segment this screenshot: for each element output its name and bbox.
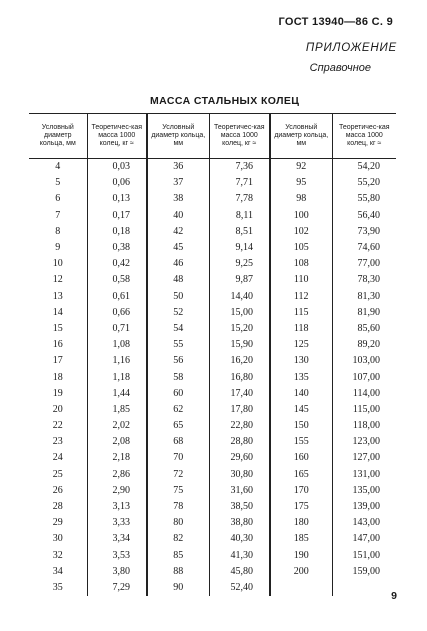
- mass-cell: 3,80: [87, 564, 147, 580]
- diameter-cell: 160: [270, 450, 332, 466]
- ring-mass-table: [29, 113, 396, 596]
- diameter-cell: 110: [270, 272, 332, 288]
- mass-cell: 16,20: [209, 353, 270, 369]
- table-row: [29, 402, 396, 418]
- table-row: [29, 467, 396, 483]
- mass-cell: 147,00: [332, 531, 396, 547]
- mass-cell: 118,00: [332, 418, 396, 434]
- diameter-cell: [270, 580, 332, 596]
- diameter-cell: 200: [270, 564, 332, 580]
- diameter-cell: 90: [147, 580, 209, 596]
- diameter-cell: 38: [147, 191, 209, 207]
- table-row: [29, 499, 396, 515]
- mass-cell: 0,17: [87, 208, 147, 224]
- diameter-cell: 40: [147, 208, 209, 224]
- diameter-cell: 88: [147, 564, 209, 580]
- diameter-cell: 9: [55, 242, 61, 254]
- mass-cell: 52,40: [209, 580, 270, 596]
- mass-cell: 3,34: [87, 531, 147, 547]
- mass-cell: 55,20: [332, 175, 396, 191]
- diameter-cell: 6: [55, 193, 61, 205]
- diameter-cell: 7: [55, 209, 61, 221]
- mass-cell: 15,20: [209, 321, 270, 337]
- diameter-cell: 100: [270, 208, 332, 224]
- table-row: [29, 208, 396, 224]
- table-row: [29, 515, 396, 531]
- mass-cell: [332, 580, 396, 596]
- diameter-cell: 68: [147, 434, 209, 450]
- mass-cell: 139,00: [332, 499, 396, 515]
- diameter-cell: 165: [270, 467, 332, 483]
- diameter-cell: 58: [147, 369, 209, 385]
- table-row: [29, 337, 396, 353]
- mass-cell: 3,33: [87, 515, 147, 531]
- mass-cell: 0,66: [87, 305, 147, 321]
- table-row: [29, 483, 396, 499]
- diameter-cell: 55: [147, 337, 209, 353]
- diameter-cell: 155: [270, 434, 332, 450]
- mass-cell: 7,29: [87, 580, 147, 596]
- mass-cell: 17,80: [209, 402, 270, 418]
- mass-cell: 30,80: [209, 467, 270, 483]
- mass-cell: 0,38: [87, 240, 147, 256]
- mass-cell: 7,78: [209, 191, 270, 207]
- table-row: [29, 305, 396, 321]
- diameter-cell: 36: [147, 159, 209, 176]
- mass-cell: 103,00: [332, 353, 396, 369]
- appendix-label: ПРИЛОЖЕНИЕ: [305, 42, 397, 54]
- diameter-cell: 60: [147, 386, 209, 402]
- mass-cell: 78,30: [332, 272, 396, 288]
- column-header-mass: Теоретичес-кая масса 1000 колец, кг ≈: [332, 114, 396, 159]
- mass-cell: 0,06: [87, 175, 147, 191]
- mass-cell: 85,60: [332, 321, 396, 337]
- mass-cell: 143,00: [332, 515, 396, 531]
- diameter-cell: 65: [147, 418, 209, 434]
- mass-cell: 31,60: [209, 483, 270, 499]
- mass-cell: 123,00: [332, 434, 396, 450]
- mass-cell: 38,80: [209, 515, 270, 531]
- diameter-cell: 13: [52, 290, 63, 302]
- diameter-cell: 190: [270, 548, 332, 564]
- column-header-diameter: Условный диаметр кольца, мм: [29, 114, 87, 159]
- mass-cell: 14,40: [209, 289, 270, 305]
- mass-cell: 1,85: [87, 402, 147, 418]
- table-row: [29, 321, 396, 337]
- table-row: [29, 175, 396, 191]
- diameter-cell: 46: [147, 256, 209, 272]
- table-row: [29, 386, 396, 402]
- mass-cell: 2,18: [87, 450, 147, 466]
- mass-cell: 114,00: [332, 386, 396, 402]
- mass-cell: 16,80: [209, 369, 270, 385]
- diameter-cell: 62: [147, 402, 209, 418]
- mass-cell: 0,58: [87, 272, 147, 288]
- column-header-diameter: Условный диаметр кольца, мм: [270, 114, 332, 159]
- diameter-cell: 24: [52, 452, 63, 464]
- diameter-cell: 72: [147, 467, 209, 483]
- mass-cell: 15,00: [209, 305, 270, 321]
- diameter-cell: 70: [147, 450, 209, 466]
- mass-cell: 0,61: [87, 289, 147, 305]
- mass-cell: 2,08: [87, 434, 147, 450]
- diameter-cell: 18: [52, 371, 63, 383]
- diameter-cell: 4: [55, 161, 61, 173]
- mass-cell: 1,44: [87, 386, 147, 402]
- diameter-cell: 22: [52, 420, 63, 432]
- table-row: [29, 531, 396, 547]
- mass-cell: 131,00: [332, 467, 396, 483]
- mass-cell: 29,60: [209, 450, 270, 466]
- table-header-row: [29, 114, 396, 159]
- diameter-cell: 8: [55, 225, 61, 237]
- diameter-cell: 118: [270, 321, 332, 337]
- diameter-cell: 102: [270, 224, 332, 240]
- mass-cell: 2,86: [87, 467, 147, 483]
- mass-cell: 77,00: [332, 256, 396, 272]
- mass-cell: 9,14: [209, 240, 270, 256]
- diameter-cell: 82: [147, 531, 209, 547]
- mass-cell: 41,30: [209, 548, 270, 564]
- diameter-cell: 78: [147, 499, 209, 515]
- table-body: [29, 159, 396, 597]
- mass-cell: 45,80: [209, 564, 270, 580]
- diameter-cell: 105: [270, 240, 332, 256]
- table-row: [29, 272, 396, 288]
- mass-cell: 135,00: [332, 483, 396, 499]
- diameter-cell: 30: [52, 533, 63, 545]
- diameter-cell: 48: [147, 272, 209, 288]
- diameter-cell: 29: [52, 517, 63, 529]
- table-row: [29, 548, 396, 564]
- mass-cell: 8,11: [209, 208, 270, 224]
- diameter-cell: 28: [52, 501, 63, 513]
- diameter-cell: 15: [52, 322, 63, 334]
- diameter-cell: 17: [52, 355, 63, 367]
- mass-cell: 9,87: [209, 272, 270, 288]
- mass-cell: 89,20: [332, 337, 396, 353]
- mass-cell: 1,18: [87, 369, 147, 385]
- mass-cell: 17,40: [209, 386, 270, 402]
- mass-cell: 55,80: [332, 191, 396, 207]
- mass-cell: 22,80: [209, 418, 270, 434]
- diameter-cell: 54: [147, 321, 209, 337]
- diameter-cell: 14: [52, 306, 63, 318]
- diameter-cell: 42: [147, 224, 209, 240]
- mass-cell: 0,03: [87, 159, 147, 176]
- diameter-cell: 135: [270, 369, 332, 385]
- diameter-cell: 75: [147, 483, 209, 499]
- table-row: [29, 256, 396, 272]
- diameter-cell: 10: [52, 258, 63, 270]
- mass-cell: 9,25: [209, 256, 270, 272]
- table-row: [29, 418, 396, 434]
- diameter-cell: 32: [52, 549, 63, 561]
- diameter-cell: 12: [52, 274, 63, 286]
- diameter-cell: 34: [52, 565, 63, 577]
- diameter-cell: 175: [270, 499, 332, 515]
- diameter-cell: 125: [270, 337, 332, 353]
- mass-cell: 3,53: [87, 548, 147, 564]
- diameter-cell: 150: [270, 418, 332, 434]
- diameter-cell: 180: [270, 515, 332, 531]
- mass-cell: 54,20: [332, 159, 396, 176]
- diameter-cell: 85: [147, 548, 209, 564]
- diameter-cell: 37: [147, 175, 209, 191]
- mass-cell: 40,30: [209, 531, 270, 547]
- diameter-cell: 140: [270, 386, 332, 402]
- mass-cell: 0,42: [87, 256, 147, 272]
- diameter-cell: 98: [270, 191, 332, 207]
- diameter-cell: 50: [147, 289, 209, 305]
- diameter-cell: 115: [270, 305, 332, 321]
- table-row: [29, 564, 396, 580]
- mass-cell: 56,40: [332, 208, 396, 224]
- diameter-cell: 185: [270, 531, 332, 547]
- document-code: ГОСТ 13940—86 С. 9: [278, 16, 393, 28]
- table-row: [29, 450, 396, 466]
- diameter-cell: 145: [270, 402, 332, 418]
- table-row: [29, 289, 396, 305]
- table-row: [29, 434, 396, 450]
- diameter-cell: 16: [52, 339, 63, 351]
- mass-cell: 151,00: [332, 548, 396, 564]
- mass-cell: 115,00: [332, 402, 396, 418]
- diameter-cell: 92: [270, 159, 332, 176]
- diameter-cell: 45: [147, 240, 209, 256]
- mass-cell: 28,80: [209, 434, 270, 450]
- mass-cell: 7,36: [209, 159, 270, 176]
- mass-cell: 38,50: [209, 499, 270, 515]
- diameter-cell: 35: [52, 581, 63, 593]
- mass-cell: 15,90: [209, 337, 270, 353]
- mass-cell: 3,13: [87, 499, 147, 515]
- table-title: МАССА СТАЛЬНЫХ КОЛЕЦ: [150, 95, 300, 107]
- reference-label: Справочное: [309, 62, 371, 74]
- diameter-cell: 130: [270, 353, 332, 369]
- diameter-cell: 95: [270, 175, 332, 191]
- mass-cell: 81,90: [332, 305, 396, 321]
- table-row: [29, 240, 396, 256]
- mass-cell: 2,02: [87, 418, 147, 434]
- page-number: 9: [391, 590, 397, 602]
- diameter-cell: 20: [52, 403, 63, 415]
- mass-cell: 74,60: [332, 240, 396, 256]
- table-row: [29, 159, 396, 176]
- diameter-cell: 170: [270, 483, 332, 499]
- diameter-cell: 5: [55, 177, 61, 189]
- table-row: [29, 224, 396, 240]
- diameter-cell: 19: [52, 387, 63, 399]
- column-header-diameter: Условный диаметр кольца, мм: [147, 114, 209, 159]
- mass-cell: 8,51: [209, 224, 270, 240]
- diameter-cell: 56: [147, 353, 209, 369]
- mass-cell: 7,71: [209, 175, 270, 191]
- diameter-cell: 112: [270, 289, 332, 305]
- table-row: [29, 369, 396, 385]
- mass-cell: 107,00: [332, 369, 396, 385]
- mass-cell: 0,71: [87, 321, 147, 337]
- mass-cell: 1,08: [87, 337, 147, 353]
- column-header-mass: Теоретичес-кая масса 1000 колец, кг ≈: [87, 114, 147, 159]
- table-row: [29, 353, 396, 369]
- mass-cell: 0,13: [87, 191, 147, 207]
- diameter-cell: 26: [52, 484, 63, 496]
- mass-cell: 73,90: [332, 224, 396, 240]
- table-row: [29, 191, 396, 207]
- table-row: [29, 580, 396, 596]
- diameter-cell: 25: [52, 468, 63, 480]
- diameter-cell: 23: [52, 436, 63, 448]
- diameter-cell: 80: [147, 515, 209, 531]
- mass-cell: 0,18: [87, 224, 147, 240]
- mass-cell: 2,90: [87, 483, 147, 499]
- diameter-cell: 108: [270, 256, 332, 272]
- mass-cell: 127,00: [332, 450, 396, 466]
- column-header-mass: Теоретичес-кая масса 1000 колец, кг ≈: [209, 114, 270, 159]
- mass-cell: 159,00: [332, 564, 396, 580]
- mass-cell: 81,30: [332, 289, 396, 305]
- mass-cell: 1,16: [87, 353, 147, 369]
- diameter-cell: 52: [147, 305, 209, 321]
